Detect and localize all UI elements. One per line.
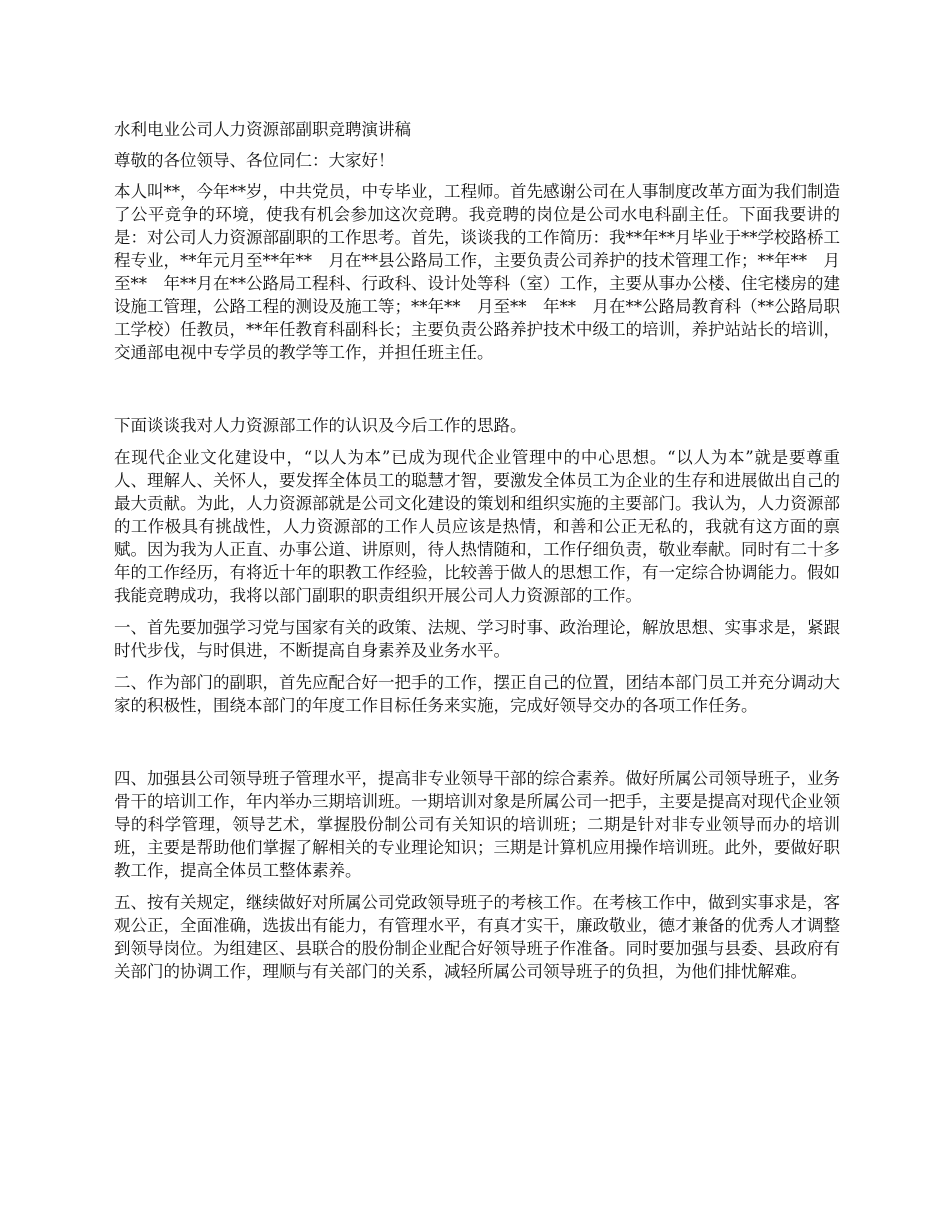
paragraph-point-two: 二、作为部门的副职，首先应配合好一把手的工作，摆正自己的位置，团结本部门员工并充分调动大家的积极性，围绕本部门的年度工作目标任务来实施，完成好领导交办的各项工作任务。 xyxy=(114,673,840,715)
paragraph-transition: 下面谈谈我对人力资源部工作的认识及今后工作的思路。 xyxy=(114,416,527,435)
paragraph-point-four: 四、加强县公司领导班子管理水平，提高非专业领导干部的综合素养。做好所属公司领导班子，业务骨干的培训工作，年内举办三期培训班。一期培训对象是所属公司一把手，主要是提高对现代企业领导的科学管理，领导艺术，掌握股份制公司有关知识的培训班；二期是针对非专业领导而办的培训班，主要是帮助他们掌握了解相关的专业理论知识；三期是计算机应用操作培训班。此外，要做好职教工作，提高全体员工整体素养。 xyxy=(114,769,840,880)
document-page xyxy=(114,118,840,983)
document-title: 水利电业公司人力资源部副职竞聘演讲稿 xyxy=(114,120,411,139)
paragraph-point-one: 一、首先要加强学习党与国家有关的政策、法规、学习时事、政治理论，解放思想、实事求是，紧跟时代步伐，与时俱进，不断提高自身素养及业务水平。 xyxy=(114,618,840,660)
paragraph-people-oriented: 在现代企业文化建设中，“以人为本”已成为现代企业管理中的中心思想。“以人为本”就是要尊重人、理解人、关怀人，要发挥全体员工的聪慧才智，要激发全体员工为企业的生存和进展做出自己的最大贡献。为此，人力资源部就是公司文化建设的策划和组织实施的主要部门。我认为，人力资源部的工作极具有挑战性，人力资源部的工作人员应该是热情，和善和公正无私的，我就有这方面的禀赋。因为我为人正直、办事公道、讲原则，待人热情随和，工作仔细负责，敬业奉献。同时有二十多年的工作经历，有将近十年的职教工作经验，比较善于做人的思想工作，有一定综合协调能力。假如我能竞聘成功，我将以部门副职的职责组织开展公司人力资源部的工作。 xyxy=(114,448,840,605)
paragraph-point-five: 五、按有关规定，继续做好对所属公司党政领导班子的考核工作。在考核工作中，做到实事求是，客观公正，全面准确，选拔出有能力，有管理水平，有真才实干，廉政敬业，德才兼备的优秀人才调整到领导岗位。为组建区、县联合的股份制企业配合好领导班子作准备。同时要加强与县委、县政府有关部门的协调工作，理顺与有关部门的关系，减轻所属公司领导班子的负担，为他们排忧解难。 xyxy=(114,893,840,981)
greeting: 尊敬的各位领导、各位同仁：大家好！ xyxy=(114,151,395,170)
paragraph-intro-resume: 本人叫**，今年**岁，中共党员，中专毕业，工程师。首先感谢公司在人事制度改革方面为我们制造了公平竞争的环境，使我有机会参加这次竞聘。我竞聘的岗位是公司水电科副主任。下面我要讲的是：对公司人力资源部副职的工作思考。首先，谈谈我的工作简历：我**年**月毕业于**学校路桥工程专业，**年元月至**年** 月在**县公路局工作，主要负责公司养护的技术管理工作；**年** 月至** 年**月在**公路局工程科、行政科、设计处等科（室）工作，主要从事办公楼、住宅楼房的建设施工管理，公路工程的测设及施工等；**年** 月至** 年** 月在**公路局教育科（**公路局职工学校）任教员，**年任教育科副科长；主要负责公路养护技术中级工的培训，养护站站长的培训，交通部电视中专学员的教学等工作，并担任班主任。 xyxy=(114,182,840,362)
